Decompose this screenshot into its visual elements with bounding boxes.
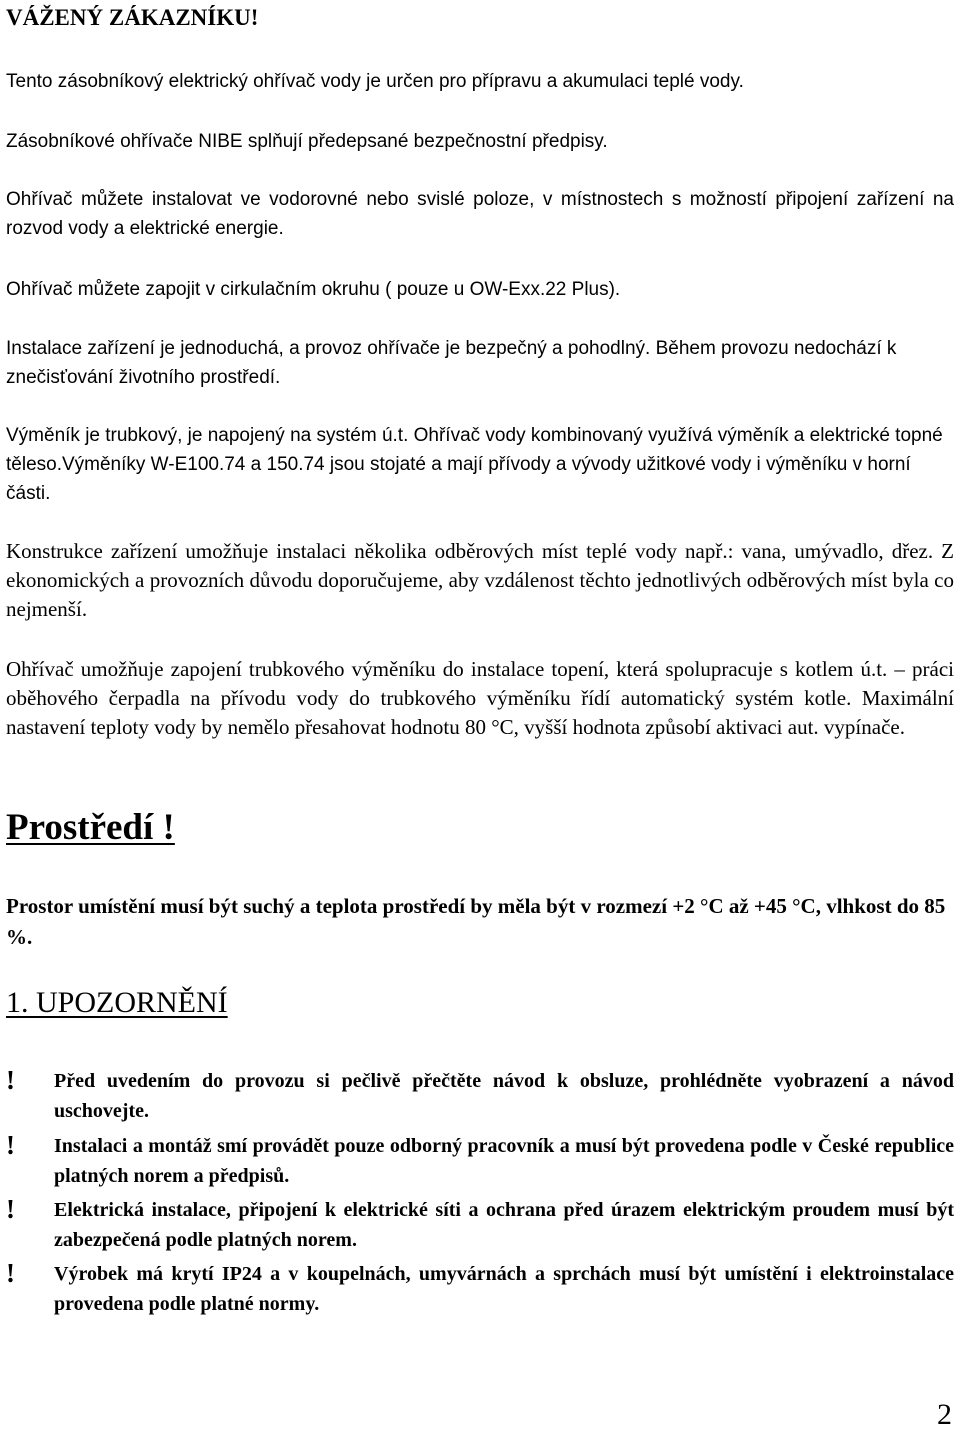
intro-paragraph-4: Ohřívač můžete zapojit v cirkulačním okruhu ( pouze u OW-Exx.22 Plus). (6, 279, 621, 300)
greeting-title: VÁŽENÝ ZÁKAZNÍKU! (6, 5, 259, 30)
warning-text: Před uvedením do provozu si pečlivě přečtěte návod k obsluze, prohlédněte vyobrazení a návod uschovejte. (54, 1070, 954, 1122)
intro-paragraph-3: Ohřívač můžete instalovat ve vodorovné nebo svislé poloze, v místnostech s možností připojení zařízení na rozvod vody a elektrické energie. (6, 189, 954, 239)
intro-paragraph-2: Zásobníkové ohřívače NIBE splňují předepsané bezpečnostní předpisy. (6, 131, 608, 152)
intro-paragraph-1: Tento zásobníkový elektrický ohřívač vody je určen pro přípravu a akumulaci teplé vody. (6, 71, 744, 92)
intro-paragraph-7: Konstrukce zařízení umožňuje instalaci několika odběrových míst teplé vody např.: vana, umývadlo, dřez. Z ekonomických a provozních důvodu doporučujeme, aby vzdálenost těchto jednotlivých odběrových míst byla co nejmenší. (6, 539, 954, 621)
exclamation-icon: ! (6, 1065, 15, 1095)
exclamation-icon: ! (6, 1258, 15, 1288)
warning-item (6, 1066, 954, 1126)
exclamation-icon: ! (6, 1194, 15, 1224)
intro-paragraph-6: Výměník je trubkový, je napojený na systém ú.t. Ohřívač vody kombinovaný využívá výměník a elektrické topné těleso.Výměníky W-E100.74 a 150.74 jsou stojaté a mají přívody a vývody užitkové vody i výměníku v horní části. (6, 425, 943, 504)
intro-paragraph-5: Instalace zařízení je jednoduchá, a provoz ohřívače je bezpečný a pohodlný. Během provozu nedochází k znečisťování životního prostředí. (6, 338, 897, 388)
warning-text: Výrobek má krytí IP24 a v koupelnách, umyvárnách a sprchách musí být umístění i elektroinstalace provedena podle platné normy. (54, 1263, 954, 1315)
warning-item (6, 1259, 954, 1319)
environment-heading: Prostředí ! (6, 807, 175, 848)
warning-text: Elektrická instalace, připojení k elektrické síti a ochrana před úrazem elektrickým proudem musí být zabezpečená podle platných norem. (54, 1199, 954, 1251)
page-number: 2 (937, 1398, 952, 1431)
warning-text: Instalaci a montáž smí provádět pouze odborný pracovník a musí být provedena podle v České republice platných norem a předpisů. (54, 1135, 954, 1187)
intro-paragraph-8: Ohřívač umožňuje zapojení trubkového výměníku do instalace topení, která spolupracuje s kotlem ú.t. – práci oběhového čerpadla na přívodu vody do trubkového výměníku řídí automatický systém kotle. Maximální nastavení teploty vody by nemělo přesahovat hodnotu 80 °C, vyšší hodnota způsobí aktivaci aut. vypínače. (6, 657, 954, 739)
exclamation-icon: ! (6, 1130, 15, 1160)
warning-item (6, 1131, 954, 1191)
environment-text: Prostor umístění musí být suchý a teplota prostředí by měla být v rozmezí +2 °C až +45 °C, vlhkost do 85 %. (6, 894, 946, 949)
warning-item (6, 1195, 954, 1255)
warnings-heading: 1. UPOZORNĚNÍ (6, 986, 228, 1019)
